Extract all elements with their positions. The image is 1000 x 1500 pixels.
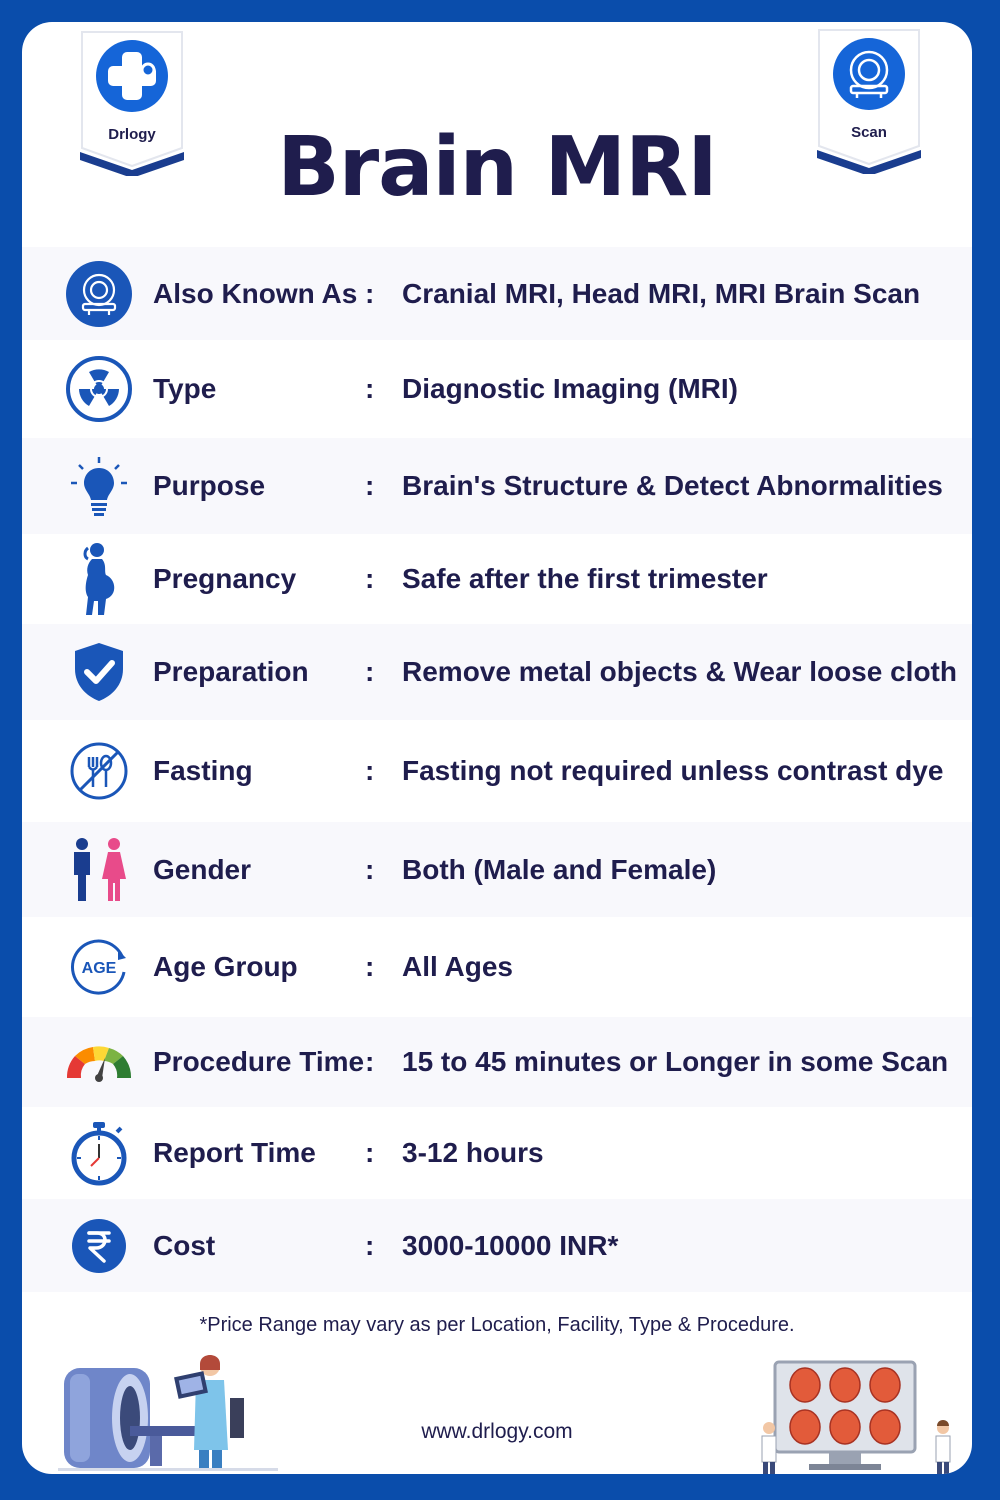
row-label: Gender (153, 853, 252, 885)
row-colon: : (365, 1046, 375, 1077)
info-rows (22, 247, 972, 1292)
fork-spoon-icon (64, 736, 134, 806)
row-label: Fasting (153, 755, 253, 786)
row-value: Remove metal objects & Wear loose cloth (402, 656, 957, 687)
info-row-fasting (22, 720, 972, 822)
row-value: Safe after the first trimester (402, 563, 768, 594)
info-row-age-group (22, 917, 972, 1017)
info-card (22, 22, 972, 1474)
row-value: 15 to 45 minutes or Longer in some Scan (402, 1046, 949, 1077)
row-label: Cost (153, 1229, 216, 1261)
age-icon-text: AGE (81, 960, 117, 977)
radiation-icon (64, 354, 134, 424)
row-value: Cranial MRI, Head MRI, MRI Brain Scan (402, 277, 921, 309)
mri-scanner-icon (64, 259, 134, 329)
stopwatch-icon (64, 1118, 134, 1188)
row-value: Fasting not required unless contrast dye (402, 755, 944, 786)
row-label: Report Time (153, 1137, 316, 1168)
row-colon: : (365, 1229, 375, 1261)
row-colon: : (365, 951, 375, 982)
price-footnote: *Price Range may vary as per Location, Facility, Type & Procedure. (199, 1314, 795, 1336)
row-value: 3000-10000 INR* (402, 1229, 619, 1261)
row-colon: : (365, 373, 375, 404)
row-colon: : (365, 563, 375, 594)
age-icon (64, 932, 134, 1002)
info-row-procedure-time (22, 1017, 972, 1107)
info-row-also-known-as (22, 247, 972, 340)
row-colon: : (365, 470, 375, 501)
brain-scan-monitor-illustration (757, 1360, 957, 1474)
row-label: Age Group (153, 951, 298, 982)
badge-label-scan: Scan (851, 124, 887, 141)
row-label: Type (153, 373, 217, 404)
info-row-report-time (22, 1107, 972, 1199)
male-female-icon (64, 835, 134, 905)
row-label: Procedure Time (153, 1046, 365, 1077)
row-value: Diagnostic Imaging (MRI) (402, 373, 738, 404)
info-row-purpose (22, 438, 972, 534)
row-label: Preparation (153, 656, 309, 687)
row-value: Both (Male and Female) (402, 853, 717, 885)
row-label: Pregnancy (153, 563, 297, 594)
row-colon: : (365, 656, 375, 687)
row-value: Brain's Structure & Detect Abnormalities (402, 470, 943, 501)
row-value: All Ages (402, 951, 513, 982)
mri-doctor-illustration (58, 1350, 278, 1474)
lightbulb-icon (64, 451, 134, 521)
row-value: 3-12 hours (402, 1137, 544, 1168)
row-colon: : (365, 1137, 375, 1168)
info-row-pregnancy (22, 534, 972, 624)
row-colon: : (365, 853, 375, 885)
website-link[interactable]: www.drlogy.com (421, 1420, 573, 1443)
gauge-icon (64, 1027, 134, 1097)
shield-check-icon (64, 637, 134, 707)
info-row-type (22, 340, 972, 438)
badge-label-drlogy: Drlogy (108, 126, 156, 143)
pregnant-woman-icon (64, 544, 134, 614)
row-colon: : (365, 277, 375, 309)
row-colon: : (365, 755, 375, 786)
page-title: Brain MRI (277, 120, 717, 215)
rupee-icon (64, 1211, 134, 1281)
row-label: Purpose (153, 470, 266, 501)
info-row-cost (22, 1199, 972, 1292)
info-row-preparation (22, 624, 972, 720)
info-row-gender (22, 822, 972, 917)
row-label: Also Known As (153, 277, 358, 309)
